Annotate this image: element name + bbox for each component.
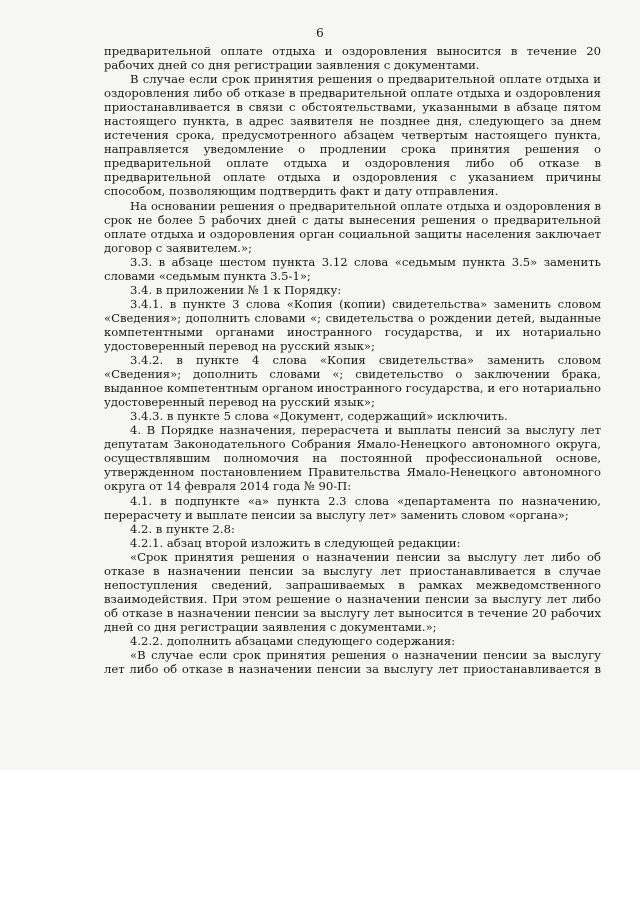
page-bottom-blank (0, 770, 640, 905)
paragraph: На основании решения о предварительной оплате отдыха и оздоровления в срок не более 5 рабочих дней с даты вынесения решения о предварительной оплате отдыха и оздоровления орган социальной защиты населения заключает договор с заявителем.»; (104, 198, 601, 255)
paragraph: 4.2.1. абзац второй изложить в следующей редакции: (130, 535, 461, 550)
paragraph: 3.4.2. в пункте 4 слова «Копия свидетельства» заменить словом «Сведения»; дополнить словами «; свидетельство о заключении брака, выданное компетентным органом иностранного государства, и его нотариально удостоверенный перевод на русский язык»; (104, 353, 601, 410)
paragraph: 3.4. в приложении № 1 к Порядку: (130, 282, 342, 297)
paragraph: 3.4.1. в пункте 3 слова «Копия (копии) свидетельства» заменить словом «Сведения»; дополнить словами «; свидетельства о рождении детей, выданные компетентными органами иностранного государства, и их нотариально удостоверенный перевод на русский язык»; (104, 296, 601, 353)
page-number: 6 (316, 26, 324, 40)
paragraph: «В случае если срок принятия решения о назначении пенсии за выслугу лет либо об отказе в назначении пенсии за выслугу лет приостанавливается в (104, 648, 601, 677)
paragraph: В случае если срок принятия решения о предварительной оплате отдыха и оздоровления либо об отказе в предварительной оплате отдыха и оздоровления приостанавливается в связи с обстоятельствами, указанными в абзаце пятом настоящего пункта, в адрес заявителя не позднее дня, следующего за днем истечения срока, предусмотренного абзацем четвертым настоящего пункта, направляется уведомление о продлении срока принятия решения о предварительной оплате отдыха и оздоровления либо об отказе в предварительной оплате отдыха и оздоровления с указанием причины способом, позволяющим подтвердить факт и дату отправления. (104, 72, 601, 199)
paragraph: 4.2.2. дополнить абзацами следующего содержания: (130, 633, 456, 648)
paragraph: 4.2. в пункте 2.8: (130, 521, 235, 536)
document-body (104, 44, 601, 676)
paragraph: предварительной оплате отдыха и оздоровления выносится в течение 20 рабочих дней со дня регистрации заявления с документами. (104, 44, 601, 73)
paragraph: 3.4.3. в пункте 5 слова «Документ, содержащий» исключить. (130, 409, 508, 424)
paragraph: «Срок принятия решения о назначении пенсии за выслугу лет либо об отказе в назначении пенсии за выслугу лет приостанавливается в случае непоступления сведений, запрашиваемых в рамках межведомственного взаимодействия. При этом решение о назначении пенсии за выслугу лет либо об отказе в назначении пенсии за выслугу лет выносится в течение 20 рабочих дней со дня регистрации заявления с документами.»; (104, 549, 601, 634)
paragraph: 3.3. в абзаце шестом пункта 3.12 слова «седьмым пункта 3.5» заменить словами «седьмым пункта 3.5-1»; (104, 254, 601, 283)
paragraph: 4. В Порядке назначения, перерасчета и выплаты пенсий за выслугу лет депутатам Законодательного Собрания Ямало-Ненецкого автономного округа, осуществлявшим полномочия на постоянной профессиональной основе, утвержденном постановлением Правительства Ямало-Ненецкого автономного округа от 14 февраля 2014 года № 90-П: (104, 423, 601, 494)
paragraph: 4.1. в подпункте «а» пункта 2.3 слова «департамента по назначению, перерасчету и выплате пенсии за выслугу лет» заменить словом «органа»; (104, 493, 601, 522)
